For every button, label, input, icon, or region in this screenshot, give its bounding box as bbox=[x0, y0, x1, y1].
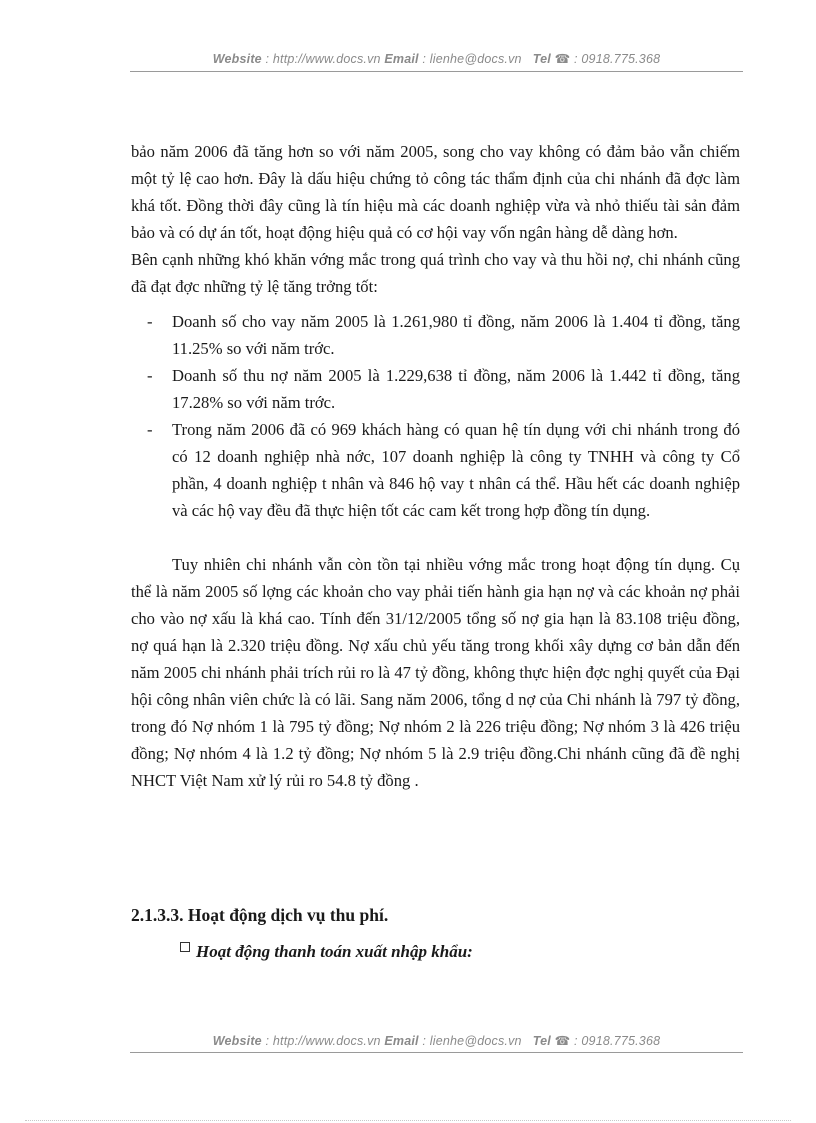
list-item bbox=[131, 416, 740, 524]
footer-tel-label: Tel bbox=[532, 1034, 551, 1048]
footer-website-url[interactable]: http://www.docs.vn bbox=[272, 1034, 381, 1048]
subsection-heading-text: Hoạt động thanh toán xuất nhập khẩu: bbox=[196, 942, 473, 961]
square-bullet-icon bbox=[180, 942, 190, 952]
paragraph-1: bảo năm 2006 đã tăng hơn so với năm 2005, song cho vay không có đảm bảo vẫn chiếm một tỷ lệ cao hơn. Đây là dấu hiệu chứng tỏ công tác thẩm định của chi nhánh đã đợc làm khá tốt. Đồng thời đây cũng là tín hiệu mà các doanh nghiệp vừa và nhỏ thiếu tài sản đảm bảo và có dự án tốt, hoạt động hiệu quả có cơ hội vay vốn ngân hàng dễ dàng hơn. bbox=[131, 142, 740, 242]
header-email-label: Email bbox=[384, 52, 419, 66]
paragraph-3: Tuy nhiên chi nhánh vẫn còn tồn tại nhiều vớng mắc trong hoạt động tín dụng. Cụ thể là năm 2005 số lợng các khoản cho vay phải tiến hành gia hạn nợ và các khoản nợ phải cho vào nợ xấu là khá cao. Tính đến 31/12/2005 tổng số nợ gia hạn là 83.108 triệu đồng, nợ quá hạn là 2.320 triệu đồng. Nợ xấu chủ yếu tăng trong khối xây dựng cơ bản dẫn đến năm 2005 chi nhánh phải trích rủi ro là 47 tỷ đồng, không thực hiện đợc nghị quyết của Đại hội công nhân viên chức là có lãi. Sang năm 2006, tổng d nợ của Chi nhánh là 797 tỷ đồng, trong đó Nợ nhóm 1 là 795 tỷ đồng; Nợ nhóm 2 là 226 triệu đồng; Nợ nhóm 3 là 426 triệu đồng; Nợ nhóm 4 là 1.2 tỷ đồng; Nợ nhóm 5 là 2.9 triệu đồng.Chi nhánh cũng đã đề nghị NHCT Việt Nam xử lý rủi ro 54.8 tỷ đồng . bbox=[131, 555, 740, 790]
header-website-url[interactable]: http://www.docs.vn bbox=[272, 52, 381, 66]
section-heading: 2.1.3.3. Hoạt động dịch vụ thu phí. bbox=[131, 905, 389, 925]
footer-email-sep: : bbox=[418, 1034, 430, 1048]
header-website-label: Website bbox=[212, 52, 262, 66]
dash-marker: - bbox=[147, 366, 153, 385]
footer-divider bbox=[130, 1052, 743, 1053]
footer-website-label: Website bbox=[212, 1034, 262, 1048]
footer-website-sep: : bbox=[261, 1034, 273, 1048]
header-email-sep: : bbox=[418, 52, 430, 66]
header-email-value[interactable]: lienhe@docs.vn bbox=[429, 52, 522, 66]
header-divider bbox=[130, 71, 743, 72]
paragraph-2: Bên cạnh những khó khăn vớng mắc trong quá trình cho vay và thu hồi nợ, chi nhánh cũng đã đạt đợc những tỷ lệ tăng trởng tốt: bbox=[131, 250, 740, 296]
header-tel-label: Tel bbox=[532, 52, 551, 66]
subsection-heading bbox=[180, 942, 473, 962]
page-edge-divider bbox=[25, 1120, 791, 1121]
page-header bbox=[130, 51, 743, 66]
header-website-sep: : bbox=[261, 52, 273, 66]
list-item-text: Doanh số cho vay năm 2005 là 1.261,980 tỉ đồng, năm 2006 là 1.404 tỉ đồng, tăng 11.25% so với năm trớc. bbox=[172, 312, 740, 358]
dash-marker: - bbox=[147, 312, 153, 331]
page-footer bbox=[130, 1033, 743, 1048]
footer-email-value[interactable]: lienhe@docs.vn bbox=[429, 1034, 522, 1048]
list-item-text: Doanh số thu nợ năm 2005 là 1.229,638 tỉ đồng, năm 2006 là 1.442 tỉ đồng, tăng 17.28% so với năm trớc. bbox=[172, 366, 740, 412]
footer-tel-value: ☎ : 0918.775.368 bbox=[550, 1034, 661, 1048]
footer-email-label: Email bbox=[384, 1034, 419, 1048]
growth-list bbox=[131, 308, 740, 524]
list-item bbox=[131, 362, 740, 416]
dash-marker: - bbox=[147, 420, 153, 439]
document-body bbox=[131, 138, 740, 794]
list-item-text: Trong năm 2006 đã có 969 khách hàng có quan hệ tín dụng với chi nhánh trong đó có 12 doanh nghiệp nhà nớc, 107 doanh nghiệp là công ty TNHH và công ty Cổ phần, 4 doanh nghiệp t nhân và 846 hộ vay t nhân cá thể. Hầu hết các doanh nghiệp và các hộ vay đều đã thực hiện tốt các cam kết trong hợp đồng tín dụng. bbox=[172, 420, 740, 520]
list-item bbox=[131, 308, 740, 362]
header-tel-value: ☎ : 0918.775.368 bbox=[550, 52, 661, 66]
